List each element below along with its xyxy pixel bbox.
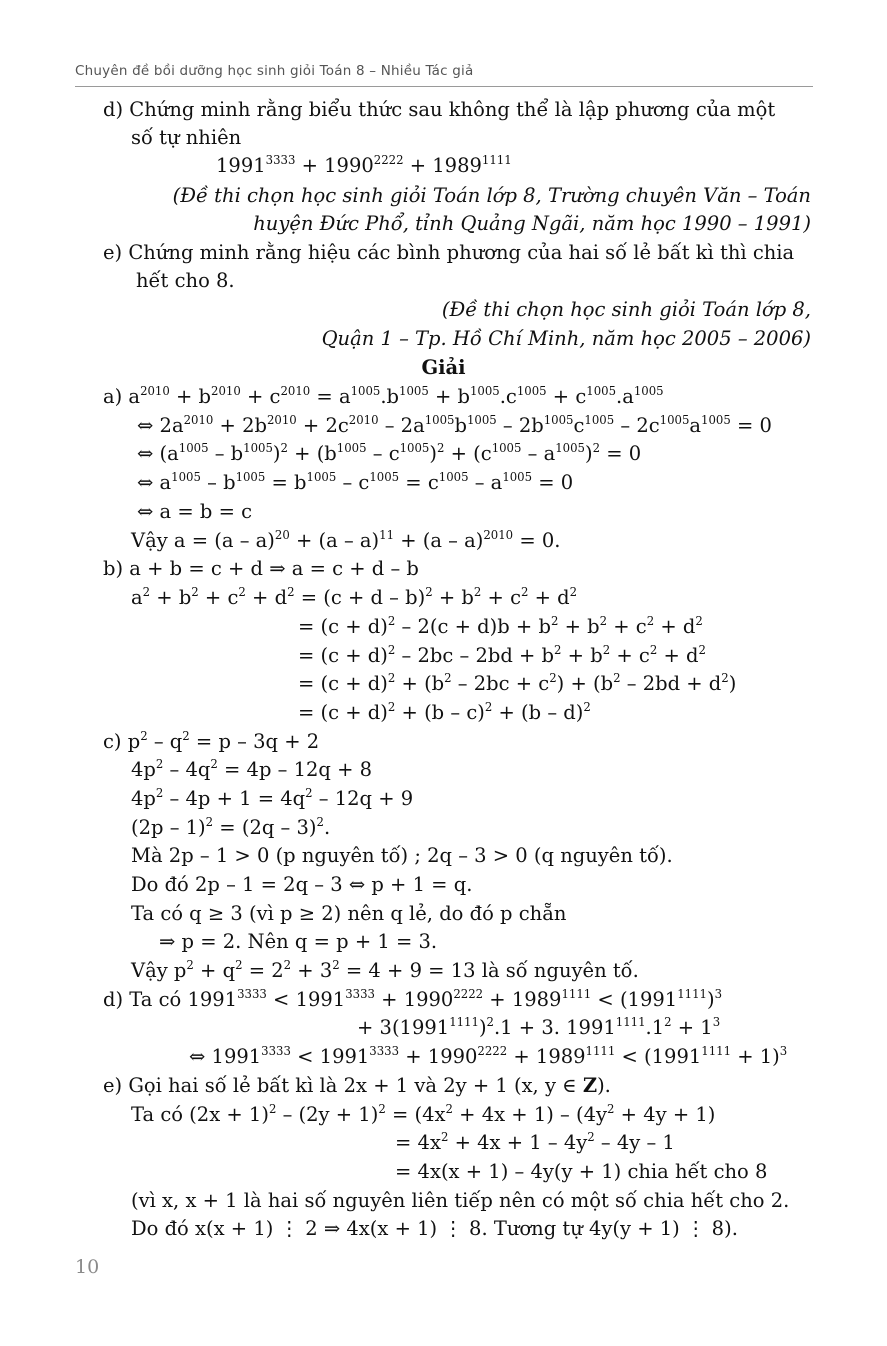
running-title: Chuyên đề bồi dưỡng học sinh giỏi Toán 8 – Nhiều Tác giả — [75, 63, 474, 79]
solution-e-line-1: e) Gọi hai số lẻ bất kì là 2x + 1 và 2y + 1 (x, y ∈ Z). — [103, 1074, 611, 1097]
solution-a-line-4: ⇔ $a^{1005} - b^{1005} = b^{1005} - c^{1005} = c^{1005} - a^{1005} = 0$ — [137, 469, 574, 494]
problem-e-line-2: hết cho 8. — [136, 269, 235, 292]
solution-c-line-2: $4p^2 - 4q^2 = 4p - 12q + 8$ — [131, 756, 373, 781]
solution-b-line-3: = $(c + d)^2 - 2(c + d)b + b^2 + b^2 + c^2 + d^2$ — [298, 613, 703, 638]
problem-d-line-1: d) Chứng minh rằng biểu thức sau không thể là lập phương của một — [103, 98, 776, 121]
solution-e-line-5: (vì x, x + 1 là hai số nguyên liên tiếp nên có một số chia hết cho 2. — [131, 1189, 790, 1212]
solution-c-line-5: Mà 2p – 1 > 0 (p nguyên tố) ; 2q – 3 > 0 (q nguyên tố). — [131, 844, 673, 867]
solution-c-line-4: (2p – 1)$^2$ = (2q – 3)$^2$. — [131, 814, 331, 839]
solution-c-line-8: ⇒ p = 2. Nên q = p + 1 = 3. — [159, 930, 438, 953]
solution-e-line-6: Do đó x(x + 1) ⋮ 2 ⇒ 4x(x + 1) ⋮ 8. Tương tự 4y(y + 1) ⋮ 8). — [131, 1217, 738, 1240]
problem-e-line-1: e) Chứng minh rằng hiệu các bình phương của hai số lẻ bất kì thì chia — [103, 241, 795, 264]
problem-e-source-2: Quận 1 – Tp. Hồ Chí Minh, năm học 2005 – 2006) — [321, 327, 811, 350]
solution-e-line-3: = $4x^2 + 4x + 1 - 4y^2 - 4y - 1$ — [395, 1129, 675, 1154]
solution-a-line-1: a) $a^{2010} + b^{2010} + c^{2010} = a^{1005}.b^{1005} + b^{1005}.c^{1005} + c^{1005}.a^{1005}$ — [103, 383, 664, 408]
solution-b-line-5: = $(c + d)^2 + (b^2 - 2bc + c^2) + (b^2 - 2bd + d^2)$ — [298, 670, 737, 695]
solution-b-line-2: $a^2 + b^2 + c^2 + d^2 = (c + d - b)^2 + b^2 + c^2 + d^2$ — [131, 584, 578, 609]
solution-c-line-6: Do đó 2p – 1 = 2q – 3 ⇔ p + 1 = q. — [131, 873, 473, 896]
solution-d-line-3: ⇔ $1991^{3333} < 1991^{3333} + 1990^{2222} + 1989^{1111} < (1991^{1111} + 1)^3$ — [189, 1043, 788, 1068]
solution-c-line-7: Ta có q ≥ 3 (vì p ≥ 2) nên q lẻ, do đó p chẵn — [131, 902, 567, 925]
solution-a-line-6: Vậy a = (a – a)$^{20}$ + (a – a)$^{11}$ + (a – a)$^{2010}$ = 0. — [131, 527, 561, 552]
solution-d-line-1: d) Ta có $1991^{3333} < 1991^{3333} + 1990^{2222} + 1989^{1111} < (1991^{1111})^3$ — [103, 986, 722, 1011]
problem-d-source-1: (Đề thi chọn học sinh giỏi Toán lớp 8, Trường chuyên Văn – Toán — [172, 184, 811, 207]
problem-e-source-1: (Đề thi chọn học sinh giỏi Toán lớp 8, — [441, 298, 811, 321]
problem-d-source-2: huyện Đức Phổ, tỉnh Quảng Ngãi, năm học 1990 – 1991) — [253, 212, 811, 235]
solution-c-line-9: Vậy $p^2 + q^2 = 2^2 + 3^2 = 4 + 9 = 13$ là số nguyên tố. — [131, 957, 639, 982]
running-header — [75, 60, 813, 87]
solution-b-line-1: b) a + b = c + d ⇒ a = c + d – b — [103, 557, 419, 580]
problem-d-line-2: số tự nhiên — [131, 126, 242, 149]
solution-e-line-2: Ta có $(2x + 1)^2 - (2y + 1)^2 = (4x^2 + 4x + 1) - (4y^2 + 4y + 1)$ — [131, 1101, 716, 1126]
solution-a-line-5: ⇔ a = b = c — [137, 500, 253, 523]
solution-a-line-3: ⇔ $(a^{1005} - b^{1005})^2 + (b^{1005} - c^{1005})^2 + (c^{1005} - a^{1005})^2 = 0$ — [137, 440, 642, 465]
solution-c-line-3: $4p^2 - 4p + 1 = 4q^2 - 12q + 9$ — [131, 785, 414, 810]
solution-a-line-2: ⇔ $2a^{2010} + 2b^{2010} + 2c^{2010} - 2a^{1005}b^{1005} - 2b^{1005}c^{1005} - 2c^{1005}a^{1005} = 0$ — [137, 412, 772, 437]
solution-e-line-4: = 4x(x + 1) – 4y(y + 1) chia hết cho 8 — [395, 1160, 768, 1183]
solution-heading: Giải — [421, 356, 466, 379]
solution-b-line-6: = $(c + d)^2 + (b - c)^2 + (b - d)^2$ — [298, 699, 591, 724]
page-number: 10 — [75, 1256, 100, 1278]
problem-d-expression: $1991^{3333} + 1990^{2222} + 1989^{1111}$ — [216, 152, 512, 177]
solution-c-line-1: c) $p^2 - q^2 = p - 3q + 2$ — [103, 728, 320, 753]
solution-b-line-4: = $(c + d)^2 - 2bc - 2bd + b^2 + b^2 + c^2 + d^2$ — [298, 642, 706, 667]
solution-d-line-2: + $3(1991^{1111})^2.1 + 3$. $1991^{1111}.1^2 + 1^3$ — [357, 1014, 721, 1039]
